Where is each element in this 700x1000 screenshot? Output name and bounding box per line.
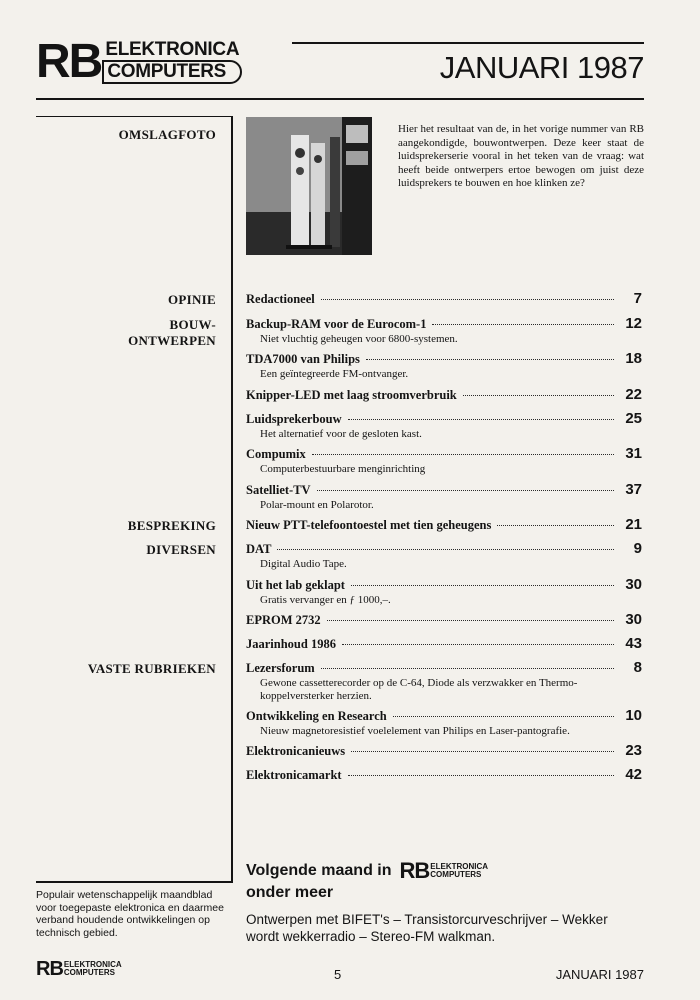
toc-leader [342,644,614,645]
toc-leader [463,395,614,396]
toc-page: 18 [625,350,642,367]
toc-title: Redactioneel [246,292,315,306]
toc-leader [351,751,614,752]
masthead-top-line [292,42,644,44]
toc-entry [246,290,642,307]
page-number: 5 [334,967,342,982]
toc-leader [317,490,614,491]
toc-page: 30 [625,611,642,628]
mini-logo-word1: ELEKTRONICA [430,861,489,871]
toc-leader [312,454,614,455]
toc-subtitle: Nieuw magnetoresistief voelelement van Philips en Laser-pantografie. [260,725,570,737]
publication-description: Populair wetenschappelijk maandblad voor toegepaste elektronica en daarmee verband houdende ontwikkelingen op technisch gebied. [36,889,224,939]
footer-date: JANUARI 1987 [555,967,644,982]
toc-leader [497,525,614,526]
toc-title: Uit het lab geklapt [246,578,345,592]
section-vaste-rubrieken: VASTE RUBRIEKEN [87,661,216,676]
toc-entry [246,540,642,571]
logo-word-elektronica: ELEKTRONICA [105,39,240,60]
toc-title: Elektronicamarkt [246,768,342,782]
toc-entry [246,611,642,628]
magazine-logo [36,35,242,88]
footer-logo [36,958,122,980]
toc-leader [348,775,614,776]
toc-subtitle: Een geïntegreerde FM-ontvanger. [260,368,409,380]
toc-title: Lezersforum [246,661,315,675]
toc-title: Satelliet-TV [246,483,311,497]
toc-title: Backup-RAM voor de Eurocom-1 [246,317,427,331]
toc-page: 9 [633,540,642,557]
toc-page: 31 [625,445,642,462]
toc-title: Compumix [246,447,306,461]
toc-page: 8 [633,659,642,676]
toc-page: 30 [625,576,642,593]
toc-page: 7 [633,290,642,307]
toc-page: 10 [625,707,642,724]
footer-logo-mark: RB [36,958,63,980]
toc-page: 22 [625,386,642,403]
section-bespreking: BESPREKING [127,518,216,533]
toc-subtitle: Gewone cassetterecorder op de C-64, Diode als verzwakker en Thermo-koppelversterker herzien. [260,677,578,702]
toc-page: 21 [625,516,642,533]
cover-photo [246,117,372,255]
toc-title: Luidsprekerbouw [246,412,342,426]
toc-leader [351,585,614,586]
toc-title: Nieuw PTT-telefoontoestel met tien geheugens [246,518,492,532]
toc-entry [246,659,642,703]
next-month-topics: Ontwerpen met BIFET's – Transistorcurveschrijver – Wekker wordt wekkerradio – Stereo-FM walkman. [246,912,608,944]
toc-entry [246,350,642,381]
toc-entry [246,742,642,759]
left-column-bottom-rule [36,881,233,883]
toc-leader [366,359,614,360]
next-month-heading: Volgende maand in [246,862,392,879]
toc-subtitle: Computerbestuurbare menginrichting [260,463,426,475]
next-month-logo [400,860,489,882]
toc-page: 23 [625,742,642,759]
logo-mark: RB [36,35,102,88]
cover-photo-illustration [246,117,372,255]
footer-logo-word1: ELEKTRONICA [63,959,122,969]
toc-page: 43 [625,635,642,652]
toc-leader [327,620,614,621]
toc-title: EPROM 2732 [246,613,321,627]
toc-subtitle: Gratis vervanger en ƒ 1000,–. [260,594,391,606]
toc-entry [246,576,642,607]
toc-entry [246,766,642,783]
toc-entry [246,481,642,512]
column-divider [231,116,233,881]
logo-word-computers: COMPUTERS [102,60,242,84]
section-omslagfoto: OMSLAGFOTO [118,127,216,142]
toc-subtitle: Digital Audio Tape. [260,558,347,570]
section-bouwontwerpen-line2: ONTWERPEN [128,333,216,348]
toc-entry [246,516,642,533]
toc-title: Ontwikkeling en Research [246,709,387,723]
toc-entry [246,386,642,403]
toc-entry [246,707,642,738]
toc-leader [348,419,614,420]
toc-title: Elektronicanieuws [246,744,346,758]
toc-title: Jaarinhoud 1986 [246,637,336,651]
toc-leader [321,668,614,669]
toc-page: 37 [625,481,642,498]
toc-subtitle: Niet vluchtig geheugen voor 6800-systemen. [260,333,458,345]
mini-logo-word2: COMPUTERS [430,870,482,879]
toc-subtitle: Polar-mount en Polarotor. [260,499,374,511]
section-bouwontwerpen [36,317,216,349]
toc-title: Knipper-LED met laag stroomverbruik [246,388,457,402]
toc-title: TDA7000 van Philips [246,352,360,366]
toc-entry [246,315,642,346]
toc-leader [393,716,614,717]
toc-title: DAT [246,542,272,556]
footer-logo-word2: COMPUTERS [63,968,116,977]
next-month-heading2: onder meer [246,884,334,901]
section-opinie: OPINIE [167,292,216,307]
toc-page: 25 [625,410,642,427]
toc-page: 42 [625,766,642,783]
toc-page: 12 [625,315,642,332]
section-diversen: DIVERSEN [146,542,216,557]
section-bouwontwerpen-line1: BOUW- [169,317,216,332]
mini-logo-mark: RB [399,858,430,883]
toc-leader [277,549,614,550]
toc-entry [246,410,642,441]
toc-subtitle: Het alternatief voor de gesloten kast. [260,428,422,440]
issue-date: JANUARI 1987 [439,50,644,85]
toc-leader [321,299,614,300]
cover-description: Hier het resultaat van de, in het vorige nummer van RB aangekondigde, bouwontwerpen. Deze keer staat de luidsprekerserie vooral in het teken van de vraag: wat heeft beide ontwerpers ertoe bewogen om juist deze luidsprekers te bouwen en hoe klinken ze? [398,123,644,189]
toc-leader [432,324,614,325]
masthead-rule [36,98,644,100]
left-column-top-rule [36,116,231,117]
toc-entry [246,635,642,652]
toc-entry [246,445,642,476]
next-month-box [246,860,646,945]
